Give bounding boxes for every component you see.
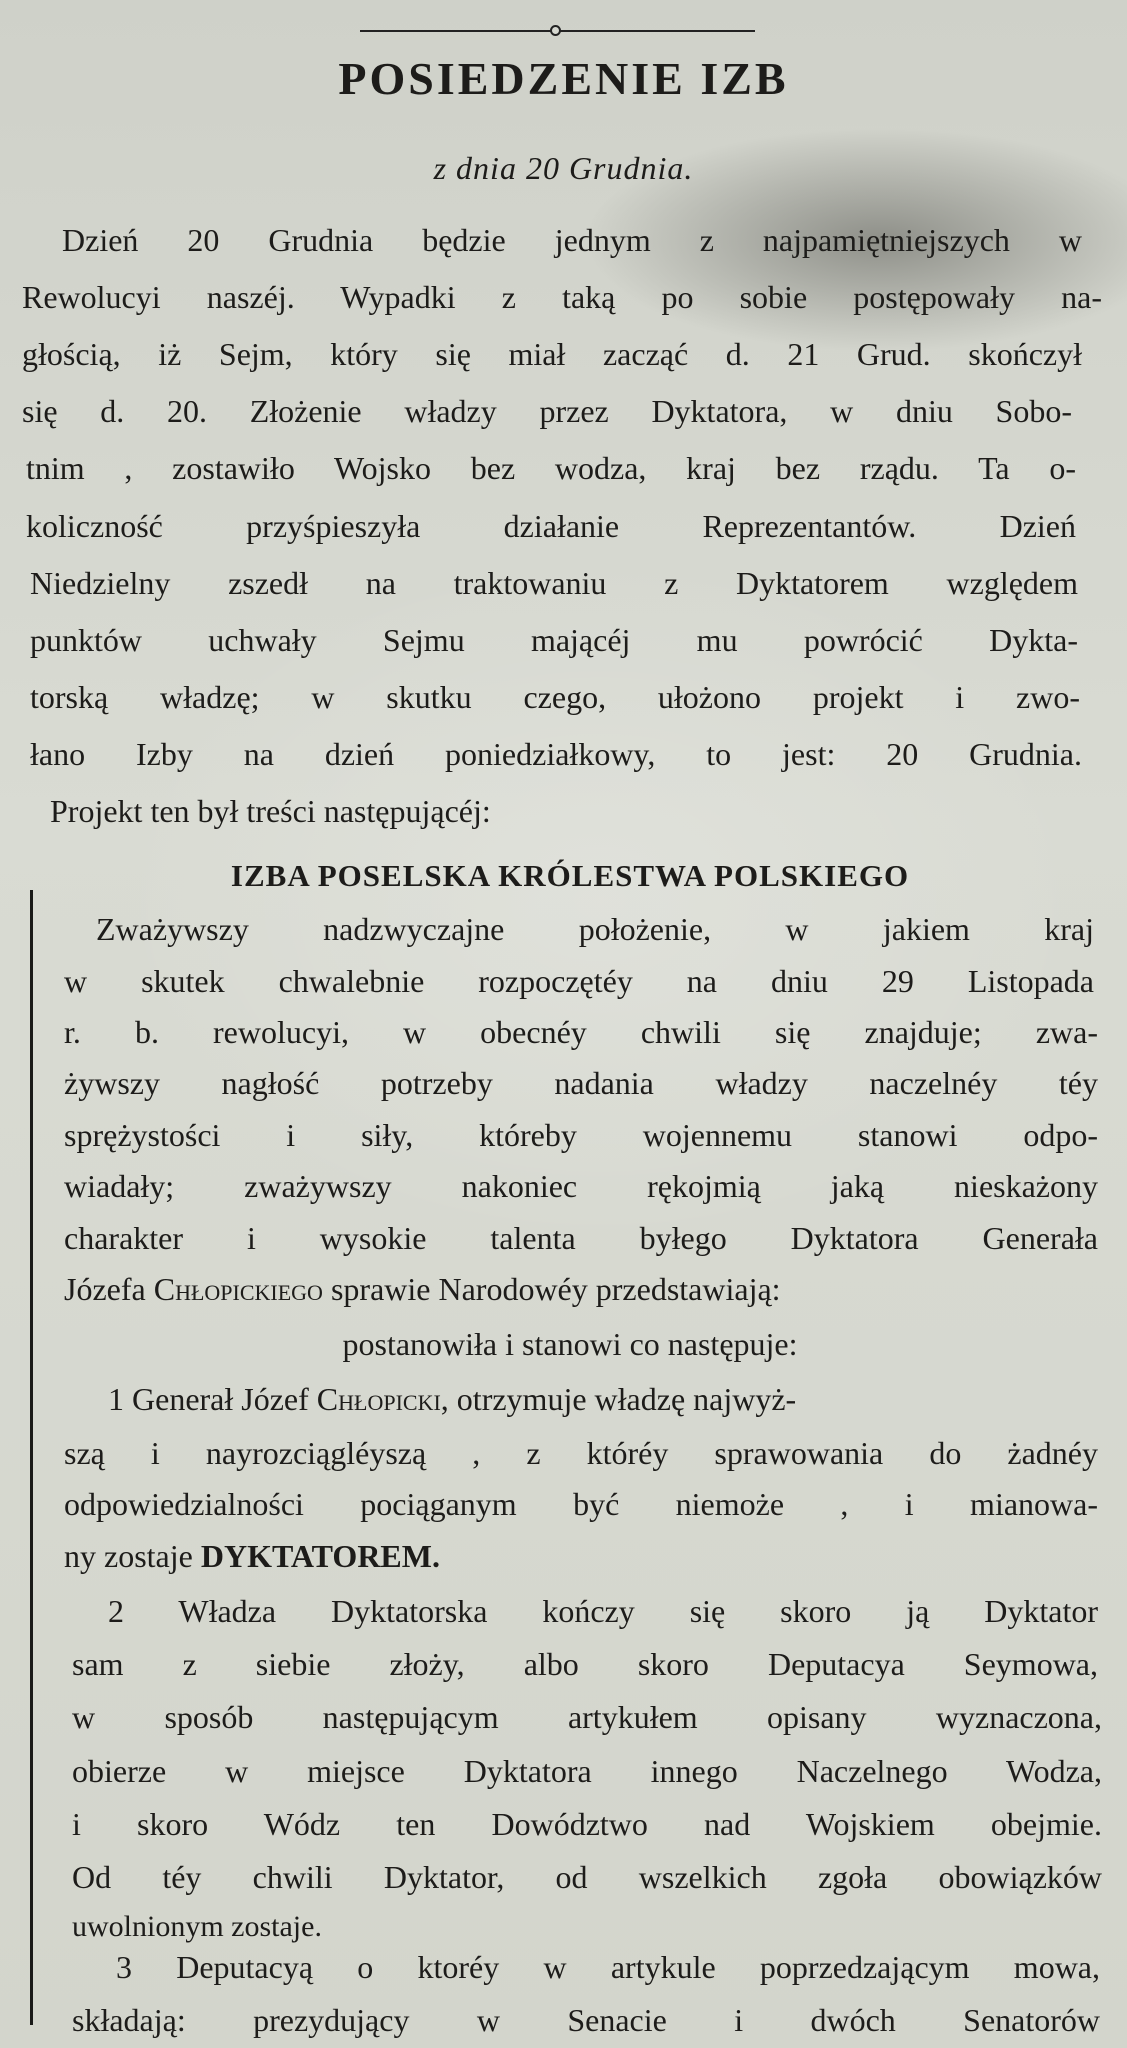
intro-line: Niedzielny zszedł na traktowaniu z Dyktatorem względem [30, 564, 1078, 601]
article-2-line: Od téy chwili Dyktator, od wszelkich zgoła obowiązków [72, 1859, 1102, 1896]
intro-line: torską władzę; w skutku czego, ułożono projekt i zwo- [30, 678, 1080, 715]
intro-line: tnim , zostawiło Wojsko bez wodza, kraj bez rządu. Ta o- [26, 450, 1076, 487]
ornament-circle [550, 25, 561, 36]
preamble-line: charakter i wysokie talenta byłego Dyktatora Generała [64, 1219, 1098, 1256]
intro-line: koliczność przyśpieszyła działanie Reprezentantów. Dzień [26, 507, 1076, 544]
name-chlopicki: Chłopickiego [153, 1271, 323, 1307]
intro-line: Dzień 20 Grudnia będzie jednym z najpamiętniejszych w [62, 222, 1082, 258]
preamble-text: sprawie Narodowéy przedstawiają: [322, 1271, 781, 1307]
dyktator-title: DYKTATOREM. [200, 1537, 440, 1574]
intro-line: Rewolucyi naszéj. Wypadki z taką po sobie postępowały na- [22, 279, 1102, 316]
preamble-text: Józefa [64, 1271, 154, 1307]
intro-line: Projekt ten był treści następującéj: [50, 793, 491, 830]
article-title: POSIEDZENIE IZB [338, 53, 789, 104]
article-2-line: w sposób następującym artykułem opisany wyznaczona, [72, 1699, 1102, 1736]
article-1-line [64, 1536, 440, 1576]
preamble-line [64, 1269, 781, 1309]
article-text: ny zostaje [64, 1537, 201, 1574]
preamble-line: sprężystości i siły, któreby wojennemu stanowi odpo- [64, 1116, 1098, 1153]
preamble-line: żywszy nagłość potrzeby nadania władzy naczelnéy téy [64, 1065, 1098, 1102]
article-text: , otrzymuje władzę najwyż- [440, 1381, 797, 1418]
article-1-line: szą i nayrozciągléyszą , z któréy sprawowania do żadnéy [64, 1434, 1098, 1471]
article-1-line [108, 1379, 796, 1419]
intro-line: się d. 20. Złożenie władzy przez Dyktatora, w dniu Sobo- [22, 393, 1072, 430]
top-ornament-rule [360, 24, 755, 38]
preamble-line: w skutek chwalebnie rozpoczętéy na dniu 29 Listopada [64, 962, 1094, 999]
left-margin-rule [30, 890, 33, 2025]
article-2-line: obierze w miejsce Dyktatora innego Naczelnego Wodza, [72, 1752, 1102, 1789]
article-2-line: uwolnionym zostaje. [72, 1909, 322, 1943]
article-2-line: 2 Władza Dyktatorska kończy się skoro ją Dyktator [108, 1592, 1098, 1629]
name-chlopicki: Chłopicki [316, 1381, 441, 1418]
preamble-line: wiadały; zważywszy nakoniec rękojmią jaką nieskażony [64, 1168, 1098, 1205]
article-2-line: i skoro Wódz ten Dowództwo nad Wojskiem obejmie. [72, 1805, 1102, 1842]
article-3-line: składają: prezydujący w Senacie i dwóch Senatorów [72, 2002, 1100, 2038]
article-2-line: sam z siebie złoży, albo skoro Deputacya Seymowa, [72, 1646, 1098, 1682]
resolution-heading: IZBA POSELSKA KRÓLESTWA POLSKIEGO [230, 857, 910, 893]
article-date: z dnia 20 Grudnia. [433, 150, 694, 186]
preamble-line: Zważywszy nadzwyczajne położenie, w jakiem kraj [96, 911, 1094, 948]
intro-line: łano Izby na dzień poniedziałkowy, to jest: 20 Grudnia. [30, 736, 1082, 772]
intro-line: punktów uchwały Sejmu mającéj mu powrócić Dykta- [30, 621, 1078, 658]
preamble-line: r. b. rewolucyi, w obecnéy chwili się znajduje; zwa- [64, 1014, 1098, 1050]
article-1-line: odpowiedzialności pociąganym być niemoże , i mianowa- [64, 1486, 1098, 1523]
article-3-line: 3 Deputacyą o ktoréy w artykule poprzedzającym mowa, [116, 1948, 1100, 1985]
article-text: 1 Generał Józef [108, 1381, 317, 1418]
intro-line: głością, iż Sejm, który się miał zacząć d. 21 Grud. skończył [22, 336, 1082, 373]
decree-line: postanowiła i stanowi co następuje: [342, 1326, 798, 1363]
